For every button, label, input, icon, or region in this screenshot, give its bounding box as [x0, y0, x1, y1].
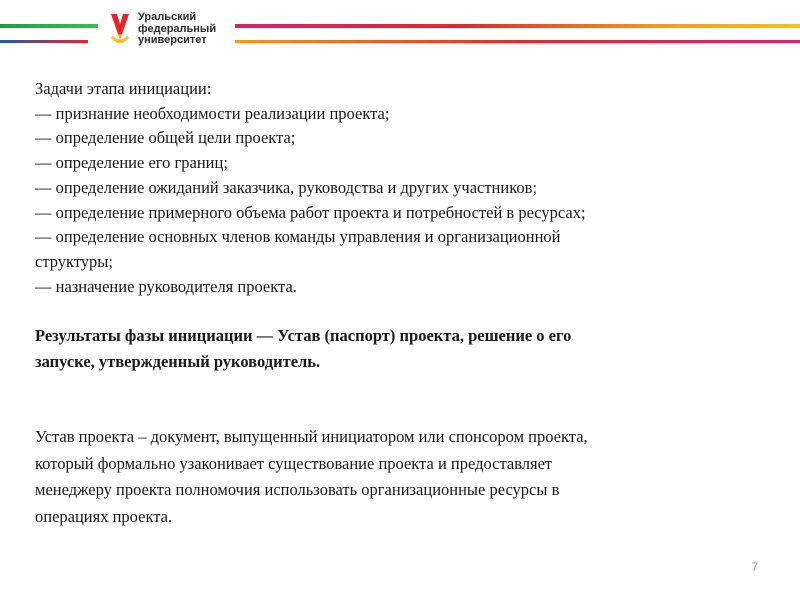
task-item: — определение ожиданий заказчика, руководства и других участников; — [35, 177, 538, 197]
university-logo — [108, 12, 216, 47]
definition-line: операциях проекта. — [35, 506, 173, 526]
header-stripe-right-lower — [235, 40, 800, 43]
results-paragraph — [35, 323, 780, 375]
logo-line-3: университет — [138, 34, 207, 46]
tasks-block — [35, 77, 780, 299]
definition-line: который формально узаконивает существование проекта и предоставляет — [35, 453, 553, 473]
university-logo-icon — [108, 12, 132, 46]
definition-line: Устав проекта – документ, выпущенный инициатором или спонсором проекта, — [35, 427, 588, 447]
task-item: — определение общей цели проекта; — [35, 128, 296, 148]
logo-line-1: Уральский — [138, 11, 197, 23]
task-item: — определение основных членов команды управления и организационной — [35, 227, 561, 247]
university-logo-text — [138, 12, 216, 47]
header-stripe-right — [235, 24, 800, 28]
definition-line: менеджеру проекта полномочия использовать организационные ресурсы в — [35, 480, 560, 500]
header-stripe-left-lower — [0, 40, 88, 43]
task-item: — назначение руководителя проекта. — [35, 276, 297, 296]
task-item: — признание необходимости реализации проекта; — [35, 103, 390, 123]
tasks-title: Задачи этапа инициации: — [35, 79, 212, 98]
results-line: запуске, утвержденный руководитель. — [35, 352, 321, 372]
page-number: 7 — [751, 560, 758, 574]
header-stripe-left — [0, 24, 98, 28]
definition-paragraph — [35, 424, 780, 530]
task-item: — определение его границ; — [35, 153, 228, 173]
slide-content — [35, 77, 780, 530]
task-item-continuation: структуры; — [35, 251, 113, 271]
logo-line-2: федеральный — [138, 22, 217, 35]
task-item: — определение примерного объема работ проекта и потребностей в ресурсах; — [35, 202, 586, 222]
results-line: Результаты фазы инициации — Устав (паспорт) проекта, решение о его — [35, 326, 572, 346]
